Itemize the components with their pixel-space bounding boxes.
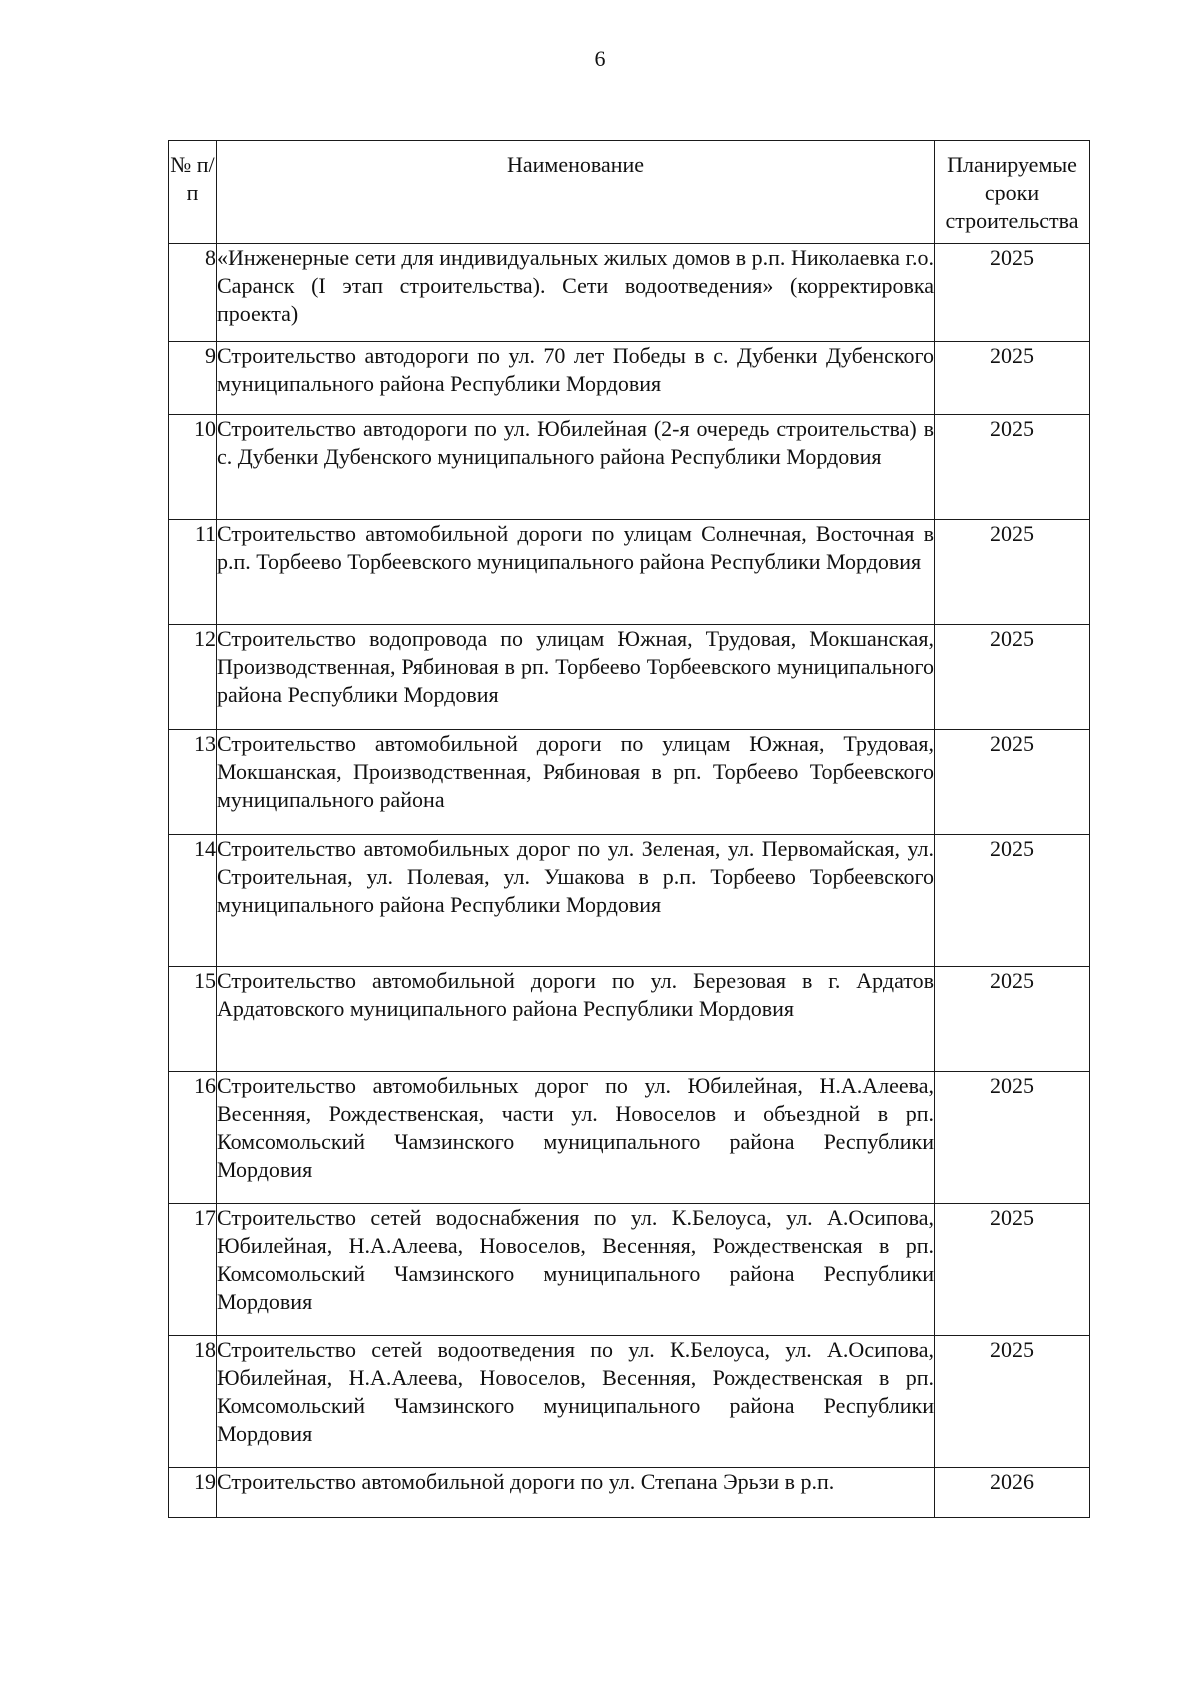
row-name: Строительство автомобильной дороги по ул. Степана Эрьзи в р.п. (217, 1468, 935, 1518)
header-name: Наименование (217, 141, 935, 244)
table-header-row (169, 141, 1090, 244)
row-name: Строительство сетей водоснабжения по ул. К.Белоуса, ул. А.Осипова, Юбилейная, Н.А.Алеева, Новоселов, Весенняя, Рождественская в рп. Комсомольский Чамзинского муниципального района Республики Мордовия (217, 1204, 935, 1336)
page-number: 6 (594, 46, 606, 71)
row-num: 16 (169, 1072, 217, 1204)
row-name: Строительство автомобильной дороги по ул. Березовая в г. Ардатов Ардатовского муниципального района Республики Мордовия (217, 967, 935, 1072)
row-name: Строительство автомобильных дорог по ул. Юбилейная, Н.А.Алеева, Весенняя, Рождественская, части ул. Новоселов и объездной в рп. Комсомольский Чамзинского муниципального района Республики Мордовия (217, 1072, 935, 1204)
row-term: 2025 (935, 415, 1090, 520)
row-term: 2025 (935, 520, 1090, 625)
row-name: «Инженерные сети для индивидуальных жилых домов в р.п. Николаевка г.о. Саранск (I этап строительства). Сети водоотведения» (корректировка проекта) (217, 244, 935, 342)
table-row (169, 1204, 1090, 1336)
row-term: 2025 (935, 342, 1090, 415)
row-term: 2025 (935, 967, 1090, 1072)
row-term: 2025 (935, 244, 1090, 342)
row-name: Строительство автомобильной дороги по улицам Солнечная, Восточная в р.п. Торбеево Торбеевского муниципального района Республики Мордовия (217, 520, 935, 625)
table-row (169, 342, 1090, 415)
row-name: Строительство автомобильной дороги по улицам Южная, Трудовая, Мокшанская, Производственная, Рябиновая в рп. Торбеево Торбеевского муниципального района (217, 730, 935, 835)
row-term: 2025 (935, 730, 1090, 835)
row-term: 2025 (935, 1204, 1090, 1336)
row-name: Строительство автодороги по ул. Юбилейная (2-я очередь строительства) в с. Дубенки Дубенского муниципального района Республики Мордовия (217, 415, 935, 520)
row-name: Строительство автодороги по ул. 70 лет Победы в с. Дубенки Дубенского муниципального района Республики Мордовия (217, 342, 935, 415)
row-term: 2025 (935, 625, 1090, 730)
row-term: 2025 (935, 1336, 1090, 1468)
table-row (169, 1336, 1090, 1468)
row-term: 2026 (935, 1468, 1090, 1518)
table-row (169, 730, 1090, 835)
row-name: Строительство водопровода по улицам Южная, Трудовая, Мокшанская, Производственная, Рябиновая в рп. Торбеево Торбеевского муниципального района Республики Мордовия (217, 625, 935, 730)
table-row (169, 625, 1090, 730)
row-num: 15 (169, 967, 217, 1072)
row-num: 19 (169, 1468, 217, 1518)
row-num: 11 (169, 520, 217, 625)
row-name: Строительство автомобильных дорог по ул. Зеленая, ул. Первомайская, ул. Строительная, ул. Полевая, ул. Ушакова в р.п. Торбеево Торбеевского муниципального района Республики Мордовия (217, 835, 935, 967)
row-term: 2025 (935, 1072, 1090, 1204)
table-row (169, 244, 1090, 342)
row-num: 12 (169, 625, 217, 730)
row-term: 2025 (935, 835, 1090, 967)
table-row (169, 835, 1090, 967)
table-row (169, 967, 1090, 1072)
row-num: 9 (169, 342, 217, 415)
row-num: 13 (169, 730, 217, 835)
header-term: Планируемые сроки строительства (935, 141, 1090, 244)
row-name: Строительство сетей водоотведения по ул. К.Белоуса, ул. А.Осипова, Юбилейная, Н.А.Алеева, Новоселов, Весенняя, Рождественская в рп. Комсомольский Чамзинского муниципального района Республики Мордовия (217, 1336, 935, 1468)
row-num: 18 (169, 1336, 217, 1468)
row-num: 14 (169, 835, 217, 967)
row-num: 8 (169, 244, 217, 342)
row-num: 17 (169, 1204, 217, 1336)
construction-table (168, 140, 1090, 1518)
table-row (169, 1468, 1090, 1518)
row-num: 10 (169, 415, 217, 520)
header-num: № п/п (169, 141, 217, 244)
table-row (169, 1072, 1090, 1204)
table-row (169, 415, 1090, 520)
table-row (169, 520, 1090, 625)
